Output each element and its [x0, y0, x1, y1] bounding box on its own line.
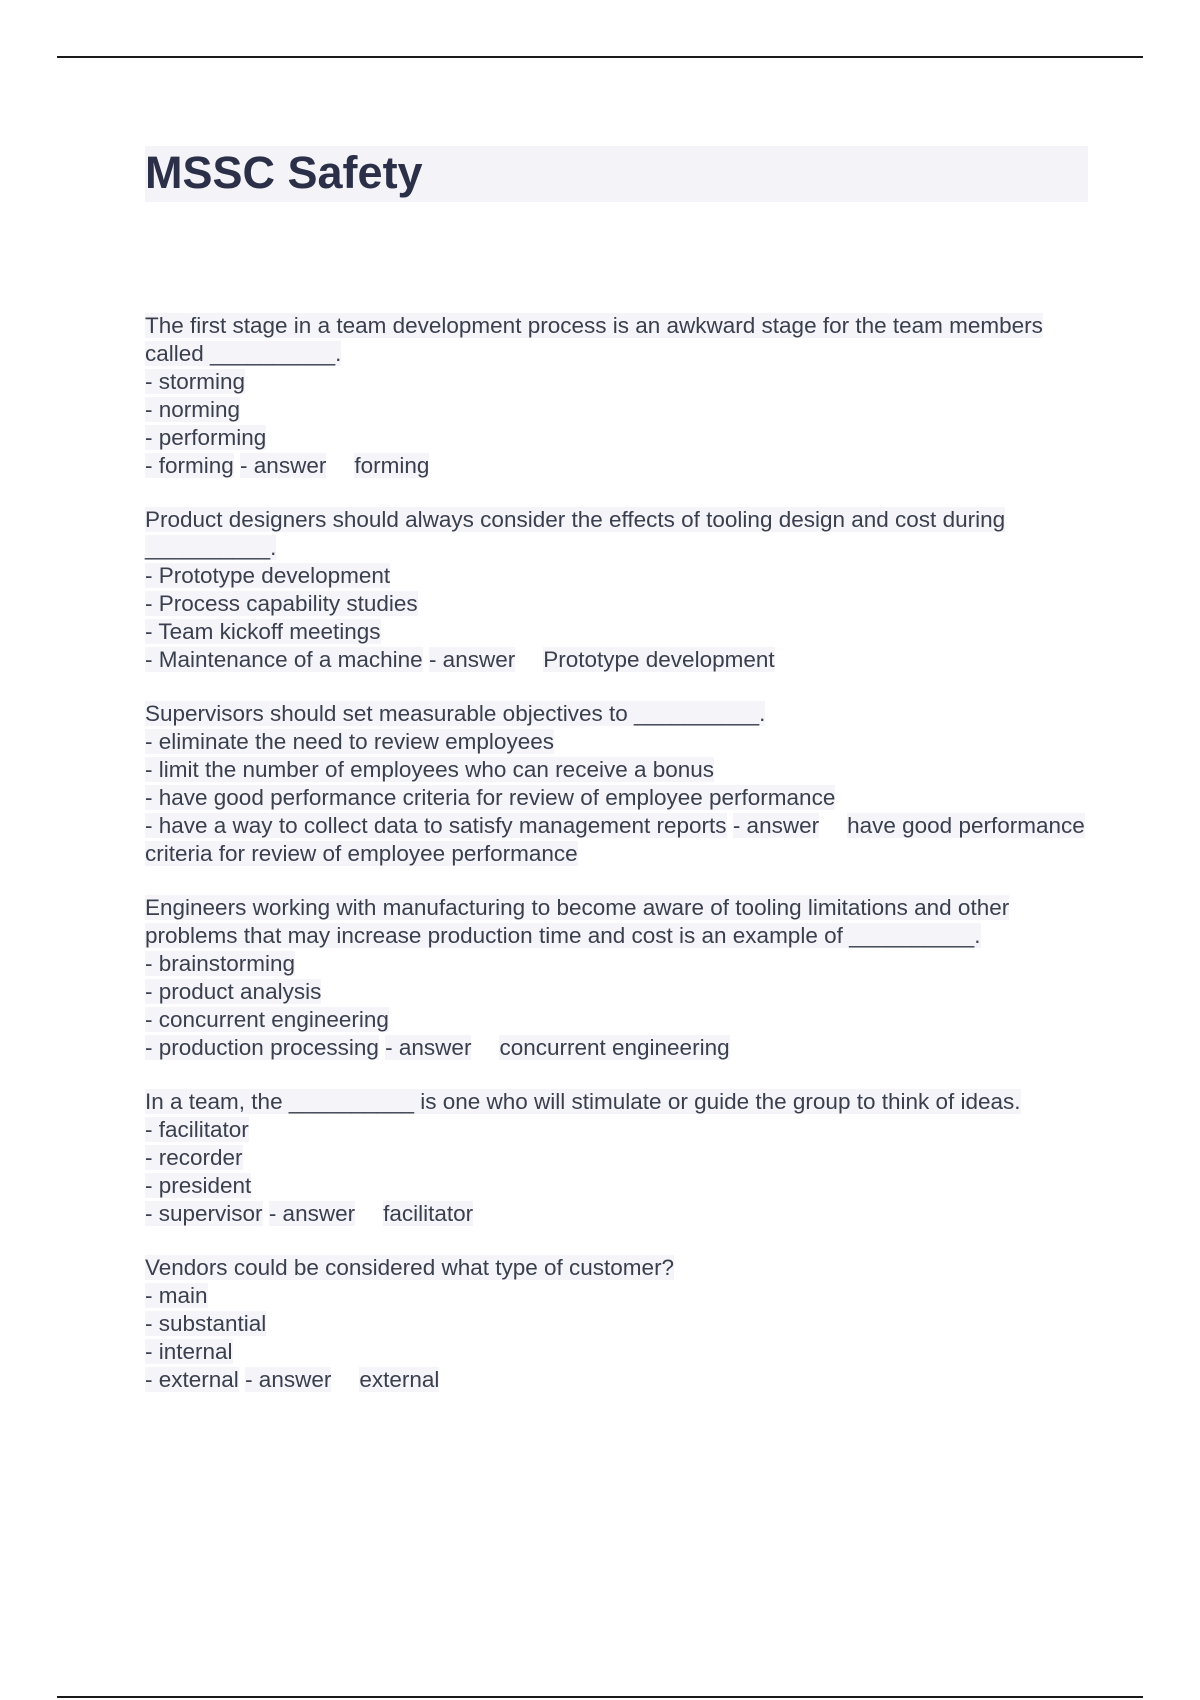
answer-option — [145, 1310, 1090, 1338]
answer-option — [145, 396, 1090, 424]
correct-answer: Prototype development — [543, 647, 775, 672]
question-label: Product designers should always consider the effects of tooling design and cost during __________. — [145, 507, 1006, 560]
answer-option — [145, 562, 1090, 590]
answer-option — [145, 452, 1090, 480]
option-text: - facilitator — [145, 1117, 249, 1142]
answer-label: - answer — [245, 1367, 332, 1392]
correct-answer: concurrent engineering — [499, 1035, 730, 1060]
option-text: - recorder — [145, 1145, 243, 1170]
option-text: - eliminate the need to review employees — [145, 729, 554, 754]
top-divider — [57, 56, 1143, 58]
question-label: Supervisors should set measurable objectives to __________. — [145, 701, 766, 726]
option-text: - supervisor — [145, 1201, 263, 1226]
option-text: - Maintenance of a machine — [145, 647, 423, 672]
answer-option — [145, 424, 1090, 452]
option-text: - forming — [145, 453, 234, 478]
option-text: - storming — [145, 369, 246, 394]
answer-option — [145, 590, 1090, 618]
option-text: - performing — [145, 425, 267, 450]
option-text: - brainstorming — [145, 951, 296, 976]
answer-option — [145, 728, 1090, 756]
question-label: In a team, the __________ is one who will stimulate or guide the group to think of ideas. — [145, 1089, 1021, 1114]
answer-label: - answer — [385, 1035, 472, 1060]
answer-option — [145, 978, 1090, 1006]
option-text: - norming — [145, 397, 241, 422]
option-text: - production processing — [145, 1035, 379, 1060]
option-text: - concurrent engineering — [145, 1007, 389, 1032]
answer-option — [145, 756, 1090, 784]
option-text: - Process capability studies — [145, 591, 418, 616]
answer-option — [145, 1006, 1090, 1034]
correct-answer: external — [359, 1367, 440, 1392]
question-label: Vendors could be considered what type of customer? — [145, 1255, 675, 1280]
question-label: The first stage in a team development process is an awkward stage for the team members called __________. — [145, 313, 1043, 366]
option-text: - main — [145, 1283, 208, 1308]
answer-option — [145, 368, 1090, 396]
correct-answer: have good performance criteria for review of employee performance — [145, 813, 1085, 866]
answer-option — [145, 1172, 1090, 1200]
answer-option — [145, 1116, 1090, 1144]
answer-option — [145, 646, 1090, 674]
question-block — [145, 1254, 1090, 1394]
answer-label: - answer — [268, 1201, 356, 1226]
option-text: - president — [145, 1173, 252, 1198]
question-block — [145, 312, 1090, 480]
question-list — [145, 312, 1090, 1420]
question-text — [145, 700, 1090, 728]
question-text — [145, 894, 1090, 950]
page-title: MSSC Safety — [145, 147, 423, 198]
answer-option — [145, 1200, 1090, 1228]
answer-option — [145, 1338, 1090, 1366]
question-label: Engineers working with manufacturing to become aware of tooling limitations and other problems that may increase production time and cost is an example of __________. — [145, 895, 1010, 948]
answer-option — [145, 1366, 1090, 1394]
question-block — [145, 700, 1090, 868]
answer-label: - answer — [428, 647, 516, 672]
question-block — [145, 1088, 1090, 1228]
answer-option — [145, 1144, 1090, 1172]
answer-option — [145, 812, 1090, 868]
question-text — [145, 506, 1090, 562]
option-text: - product analysis — [145, 979, 322, 1004]
correct-answer: forming — [354, 453, 430, 478]
answer-option — [145, 784, 1090, 812]
option-text: - have good performance criteria for review of employee performance — [145, 785, 836, 810]
question-block — [145, 506, 1090, 674]
question-text — [145, 1088, 1090, 1116]
option-text: - Prototype development — [145, 563, 391, 588]
option-text: - internal — [145, 1339, 233, 1364]
question-block — [145, 894, 1090, 1062]
correct-answer: facilitator — [383, 1201, 474, 1226]
option-text: - limit the number of employees who can receive a bonus — [145, 757, 715, 782]
answer-label: - answer — [732, 813, 820, 838]
question-text — [145, 312, 1090, 368]
option-text: - substantial — [145, 1311, 267, 1336]
question-text — [145, 1254, 1090, 1282]
bottom-divider — [57, 1696, 1143, 1698]
option-text: - Team kickoff meetings — [145, 619, 381, 644]
answer-option — [145, 1034, 1090, 1062]
answer-option — [145, 618, 1090, 646]
option-text: - have a way to collect data to satisfy management reports — [145, 813, 727, 838]
answer-label: - answer — [240, 453, 327, 478]
answer-option — [145, 1282, 1090, 1310]
option-text: - external — [145, 1367, 239, 1392]
answer-option — [145, 950, 1090, 978]
